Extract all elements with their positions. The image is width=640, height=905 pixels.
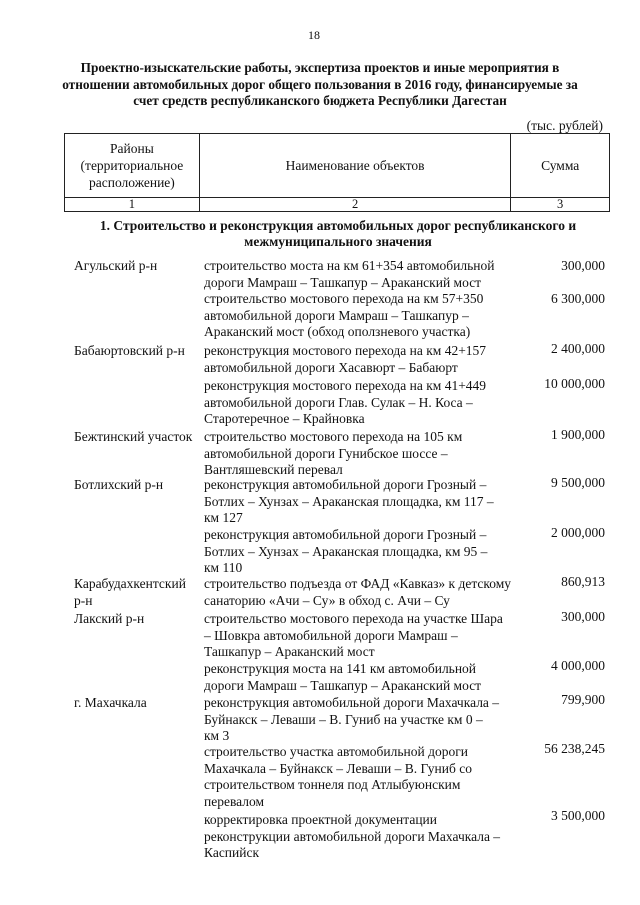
row-object: реконструкция автомобильной дороги Махачкала – Буйнакск – Леваши – В. Гуниб на участке км 0 – км 3 <box>204 695 500 743</box>
row-region: г. Махачкала <box>74 695 147 710</box>
row-sum: 860,913 <box>561 574 605 589</box>
page-number: 18 <box>308 28 320 42</box>
header-num-3: 3 <box>511 198 610 212</box>
row-sum: 10 000,000 <box>544 376 605 391</box>
row-region: Бабаюртовский р-н <box>74 343 185 358</box>
row-sum: 2 400,000 <box>551 341 605 356</box>
row-sum: 300,000 <box>561 609 605 624</box>
header-sum: Сумма <box>511 134 610 198</box>
row-region: Бежтинский участок <box>74 429 193 444</box>
units-label: (тыс. рублей) <box>526 118 603 133</box>
row-sum: 56 238,245 <box>544 741 605 756</box>
row-sum: 9 500,000 <box>551 475 605 490</box>
document-title: Проектно-изыскательские работы, экспертиза проектов и иные мероприятия в отношении автомобильных дорог общего пользования в 2016 году, финансируемые за счет средств республиканского бюджета Республики Дагестан <box>62 60 578 108</box>
row-sum: 300,000 <box>561 258 605 273</box>
row-object: строительство мостового перехода на км 57+350 автомобильной дороги Мамраш – Ташкапур – Араканский мост (обход оползневого участка) <box>204 291 484 339</box>
row-sum: 3 500,000 <box>551 808 605 823</box>
row-sum: 799,900 <box>561 692 605 707</box>
row-object: строительство моста на км 61+354 автомобильной дороги Мамраш – Ташкапур – Араканский мост <box>204 258 495 290</box>
header-num-1: 1 <box>65 198 200 212</box>
row-object: реконструкция мостового перехода на км 42+157 автомобильной дороги Хасавюрт – Бабаюрт <box>204 343 487 375</box>
row-region: Карабудахкентский р-н <box>74 576 186 608</box>
section-title: 1. Строительство и реконструкция автомобильных дорог республиканского и межмуниципального значения <box>99 218 577 249</box>
row-object: строительство подъезда от ФАД «Кавказ» к детскому санаторию «Ачи – Су» в обход с. Ачи – Су <box>204 576 512 608</box>
row-object: строительство мостового перехода на 105 км автомобильной дороги Гунибское шоссе – Вантляшевский перевал <box>204 429 463 477</box>
row-object: реконструкция моста на 141 км автомобильной дороги Мамраш – Ташкапур – Араканский мост <box>204 661 482 693</box>
row-object: реконструкция автомобильной дороги Грозный – Ботлих – Хунзах – Араканская площадка, км 117 – км 127 <box>204 477 494 525</box>
row-region: Агульский р-н <box>74 258 158 273</box>
row-sum: 1 900,000 <box>551 427 605 442</box>
header-regions: Районы (территориальное расположение) <box>65 134 200 198</box>
table-header <box>64 133 610 212</box>
row-sum: 2 000,000 <box>551 525 605 540</box>
header-num-2: 2 <box>199 198 511 212</box>
row-object: строительство мостового перехода на участке Шара – Шовкра автомобильной дороги Мамраш – Ташкапур – Араканский мост <box>204 611 503 659</box>
row-sum: 4 000,000 <box>551 658 605 673</box>
row-region: Лакский р-н <box>74 611 145 626</box>
row-object: реконструкция автомобильной дороги Грозный – Ботлих – Хунзах – Араканская площадка, км 95 – км 110 <box>204 527 488 575</box>
row-object: корректировка проектной документации реконструкции автомобильной дороги Махачкала – Каспийск <box>204 812 501 860</box>
row-sum: 6 300,000 <box>551 291 605 306</box>
header-objects: Наименование объектов <box>199 134 511 198</box>
row-object: реконструкция мостового перехода на км 41+449 автомобильной дороги Глав. Сулак – Н. Коса – Старотеречное – Крайновка <box>204 378 487 426</box>
row-object: строительство участка автомобильной дороги Махачкала – Буйнакск – Леваши – В. Гуниб со строительством тоннеля под Атлыбуюнским перевалом <box>204 744 472 809</box>
row-region: Ботлихский р-н <box>74 477 164 492</box>
